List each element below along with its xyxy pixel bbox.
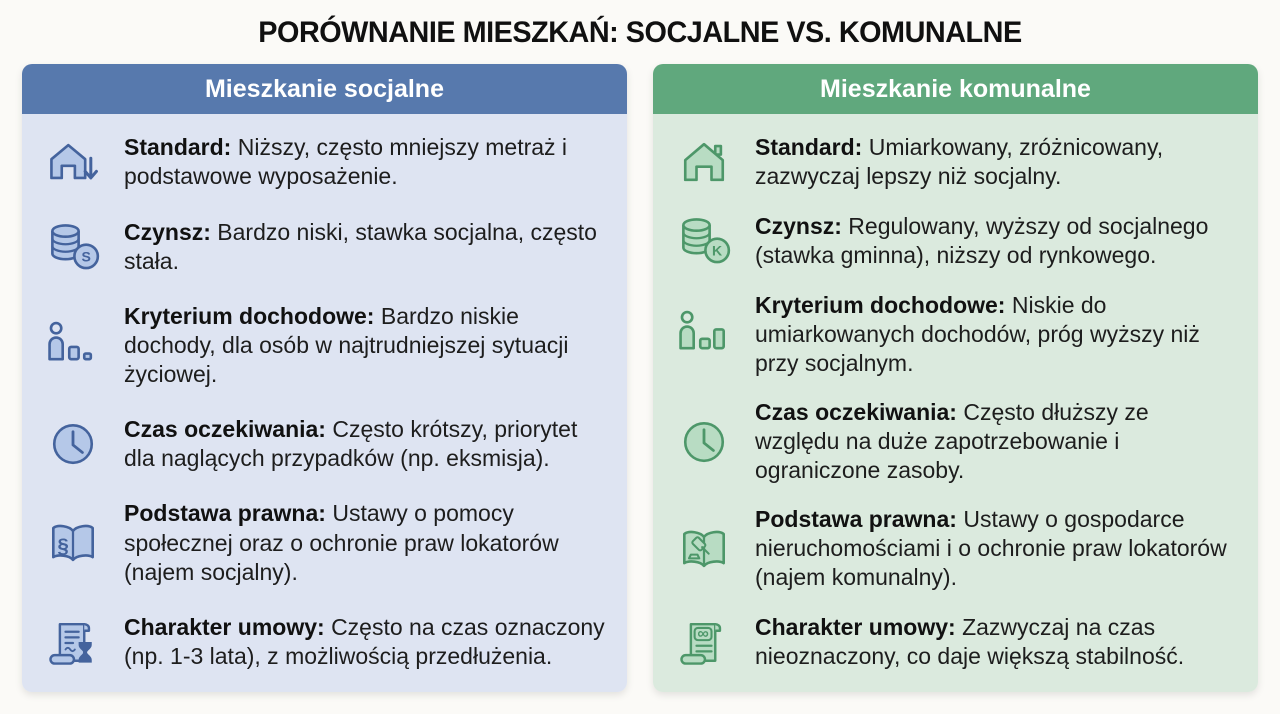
feature-row-kryterium (667, 291, 1236, 379)
feature-label: Charakter umowy: (124, 613, 325, 640)
comparison-panels (0, 64, 1280, 692)
feature-text (124, 499, 605, 587)
panel-komunalne (653, 64, 1258, 692)
feature-row-charakter (667, 612, 1236, 672)
feature-text (124, 415, 605, 473)
feature-desc: Bardzo niski, stawka socjalna, często stała. (124, 218, 597, 274)
person-income-bars-ascending-icon (667, 305, 741, 365)
coins-badge-icon (667, 211, 741, 271)
clock-icon (667, 412, 741, 472)
feature-desc: Często dłuższy ze względu na duże zapotrzebowanie i ograniczone zasoby. (755, 398, 1149, 484)
feature-desc: Ustawy o gospodarce nieruchomościami i o ochronie praw lokatorów (najem komunalny). (755, 505, 1227, 591)
feature-text (755, 613, 1236, 671)
feature-desc: Bardzo niskie dochody, dla osób w najtrudniejszej sytuacji życiowej. (124, 302, 569, 388)
feature-text (755, 291, 1236, 379)
coin-badge-letter: K (712, 242, 723, 259)
feature-desc: Ustawy o pomocy społecznej oraz o ochronie praw lokatorów (najem socjalny). (124, 500, 559, 585)
coin-badge-letter: S (81, 248, 91, 265)
feature-desc: Niskie do umiarkowanych dochodów, próg wyższy niż przy socjalnym. (755, 291, 1200, 377)
feature-row-czas (36, 414, 605, 474)
feature-label: Kryterium dochodowe: (755, 291, 1006, 318)
feature-label: Czas oczekiwania: (124, 416, 326, 443)
feature-text (124, 133, 605, 191)
feature-row-czas (667, 398, 1236, 486)
feature-row-charakter (36, 612, 605, 672)
feature-text (755, 505, 1236, 593)
house-icon (667, 132, 741, 192)
feature-desc: Umiarkowany, zróżnicowany, zazwyczaj lepszy niż socjalny. (755, 133, 1164, 189)
feature-desc: Niższy, często mniejszy metraż i podstawowe wyposażenie. (124, 133, 568, 189)
clock-icon (36, 414, 110, 474)
person-income-bars-descending-icon (36, 316, 110, 376)
feature-desc: Często na czas oznaczony (np. 1-3 lata), z możliwością przedłużenia. (124, 613, 605, 669)
feature-row-czynsz (36, 217, 605, 277)
feature-row-standard (36, 132, 605, 192)
contract-scroll-infinity-icon (667, 612, 741, 672)
feature-desc: Często krótszy, priorytet dla naglących przypadków (np. eksmisja). (124, 416, 578, 472)
feature-label: Kryterium dochodowe: (124, 302, 375, 329)
panel-socjalne-header: Mieszkanie socjalne (22, 64, 627, 114)
paragraph-symbol: § (57, 534, 69, 558)
panel-socjalne (22, 64, 627, 692)
feature-text (755, 398, 1236, 486)
feature-label: Standard: (124, 133, 232, 160)
contract-scroll-hourglass-icon (36, 612, 110, 672)
feature-text (124, 218, 605, 276)
panel-komunalne-body (653, 114, 1258, 692)
feature-row-czynsz (667, 211, 1236, 271)
page-title: PORÓWNANIE MIESZKAŃ: SOCJALNE VS. KOMUNALNE (258, 16, 1022, 49)
feature-row-podstawa (667, 505, 1236, 593)
feature-label: Standard: (755, 133, 863, 160)
feature-label: Podstawa prawna: (124, 500, 326, 527)
feature-row-kryterium (36, 302, 605, 390)
feature-label: Charakter umowy: (755, 613, 956, 640)
coins-badge-icon (36, 217, 110, 277)
feature-row-standard (667, 132, 1236, 192)
feature-label: Czas oczekiwania: (755, 398, 957, 425)
feature-desc: Regulowany, wyższy od socjalnego (stawka gminna), niższy od rynkowego. (755, 213, 1209, 269)
feature-text (124, 302, 605, 390)
panel-komunalne-header: Mieszkanie komunalne (653, 64, 1258, 114)
infinity-symbol: ∞ (697, 625, 709, 643)
feature-label: Czynsz: (755, 213, 842, 240)
feature-row-podstawa (36, 499, 605, 587)
feature-text (755, 133, 1236, 191)
page (0, 16, 1280, 714)
law-book-paragraph-icon (36, 513, 110, 573)
panel-socjalne-body (22, 114, 627, 692)
feature-label: Czynsz: (124, 218, 211, 245)
law-book-gavel-icon (667, 519, 741, 579)
feature-label: Podstawa prawna: (755, 505, 957, 532)
feature-desc: Zazwyczaj na czas nieoznaczony, co daje większą stabilność. (755, 613, 1185, 669)
feature-text (755, 212, 1236, 270)
house-arrow-down-icon (36, 132, 110, 192)
feature-text (124, 613, 605, 671)
